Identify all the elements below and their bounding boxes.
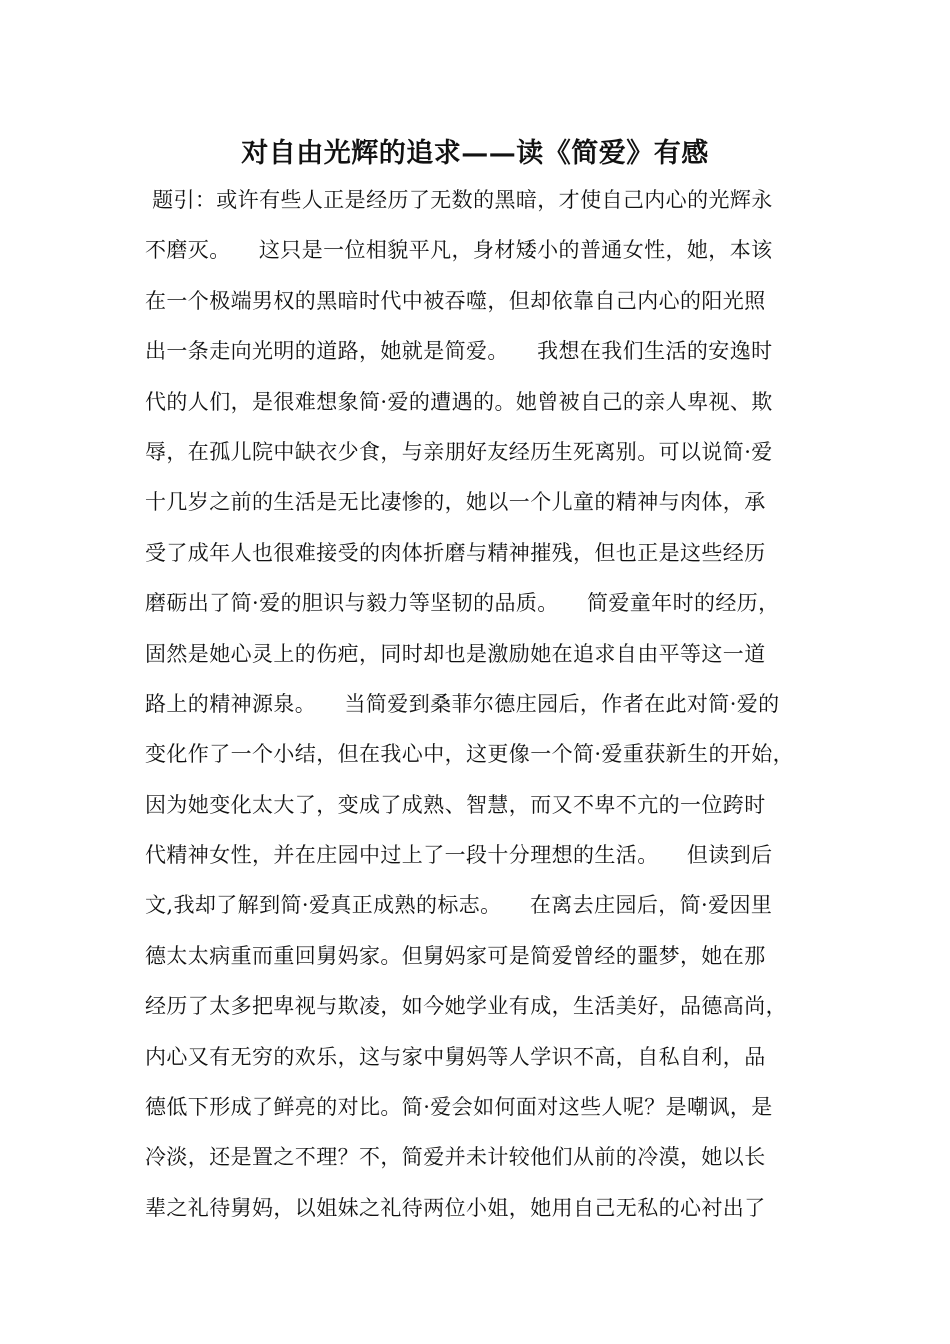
body-line: 出一条走向光明的道路，她就是简爱。 我想在我们生活的安逸时 (145, 339, 773, 364)
body-line: 内心又有无穷的欢乐，这与家中舅妈等人学识不高，自私自利，品 (145, 1044, 766, 1069)
body-line: 固然是她心灵上的伤疤，同时却也是激励她在追求自由平等这一道 (145, 641, 766, 666)
body-line: 德低下形成了鲜亮的对比。简·爱会如何面对这些人呢？是嘲讽，是 (145, 1095, 773, 1120)
body-line: 代精神女性，并在庄园中过上了一段十分理想的生活。 但读到后 (145, 843, 773, 868)
body-line: 在一个极端男权的黑暗时代中被吞噬，但却依靠自己内心的阳光照 (145, 288, 766, 313)
document-body (145, 182, 825, 1240)
document-title: 对自由光辉的追求——读《简爱》有感 (241, 138, 709, 169)
body-line: 因为她变化太大了，变成了成熟、智慧，而又不卑不亢的一位跨时 (145, 792, 766, 817)
body-line: 磨砺出了简·爱的胆识与毅力等坚韧的品质。 简爱童年时的经历， (145, 591, 780, 616)
body-line: 路上的精神源泉。 当简爱到桑菲尔德庄园后，作者在此对简·爱的 (145, 691, 780, 716)
body-line: 文,我却了解到简·爱真正成熟的标志。 在离去庄园后，简·爱因里 (145, 893, 773, 918)
body-line: 受了成年人也很难接受的肉体折磨与精神摧残，但也正是这些经历 (145, 540, 766, 565)
body-line: 经历了太多把卑视与欺凌，如今她学业有成，生活美好，品德高尚， (145, 994, 787, 1019)
body-line: 题引：或许有些人正是经历了无数的黑暗，才使自己内心的光辉永 (145, 188, 773, 212)
body-line: 变化作了一个小结，但在我心中，这更像一个简·爱重获新生的开始， (145, 742, 795, 767)
body-line: 不磨灭。 这只是一位相貌平凡，身材矮小的普通女性，她，本该 (145, 238, 773, 263)
body-line: 辈之礼待舅妈，以姐妹之礼待两位小姐，她用自己无私的心衬出了 (145, 1195, 766, 1220)
body-line: 辱，在孤儿院中缺衣少食，与亲朋好友经历生死离别。可以说简·爱 (145, 439, 773, 464)
body-line: 代的人们，是很难想象简·爱的遭遇的。她曾被自己的亲人卑视、欺 (145, 389, 773, 414)
body-line: 德太太病重而重回舅妈家。但舅妈家可是简爱曾经的噩梦，她在那 (145, 943, 766, 968)
body-line: 冷淡，还是置之不理？不，简爱并未计较他们从前的冷漠，她以长 (145, 1145, 766, 1170)
body-line: 十几岁之前的生活是无比凄惨的，她以一个儿童的精神与肉体，承 (145, 490, 766, 515)
